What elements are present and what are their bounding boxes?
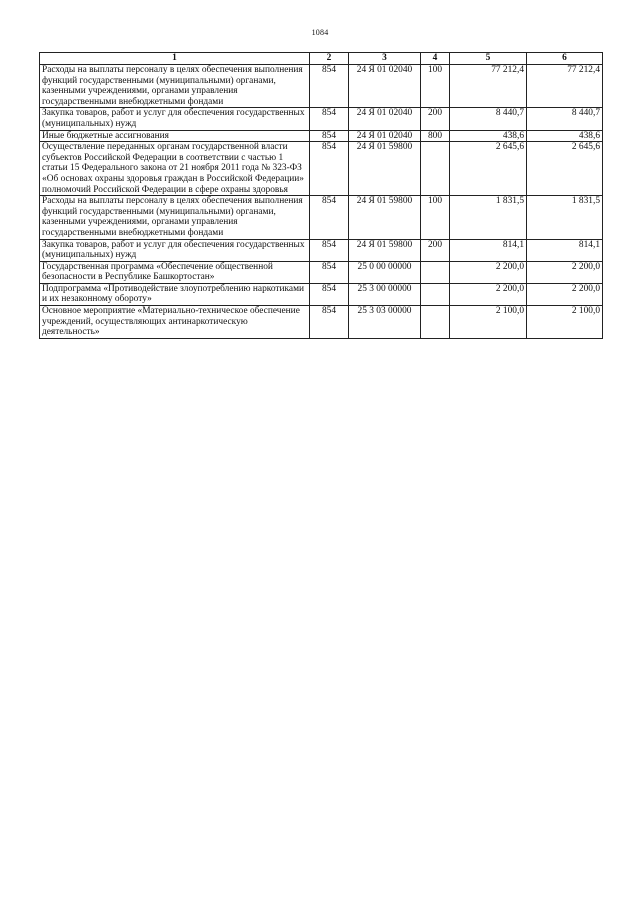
row-expense-type: 200 — [421, 108, 450, 130]
column-header-target-article: 3 — [349, 53, 421, 65]
column-header-name: 1 — [40, 53, 310, 65]
row-grbs: 854 — [310, 239, 349, 261]
row-expense-type: 100 — [421, 65, 450, 108]
row-grbs: 854 — [310, 306, 349, 339]
row-grbs: 854 — [310, 283, 349, 305]
row-sum-year2: 1 831,5 — [527, 196, 603, 239]
row-target-article: 25 3 03 00000 — [349, 306, 421, 339]
column-header-grbs: 2 — [310, 53, 349, 65]
row-name: Иные бюджетные ассигнования — [40, 130, 310, 142]
row-name: Расходы на выплаты персоналу в целях обеспечения выполнения функций государственными (муниципальными) органами, казенными учреждениями, органами управления государственными внебюджетными фондами — [40, 196, 310, 239]
row-sum-year2: 438,6 — [527, 130, 603, 142]
table-row — [40, 239, 603, 261]
row-sum-year1: 2 645,6 — [450, 142, 527, 196]
row-expense-type: 200 — [421, 239, 450, 261]
row-grbs: 854 — [310, 196, 349, 239]
row-expense-type — [421, 261, 450, 283]
budget-table — [39, 52, 603, 339]
row-sum-year2: 2 200,0 — [527, 283, 603, 305]
column-header-sum-year1: 5 — [450, 53, 527, 65]
table-row — [40, 108, 603, 130]
row-target-article: 24 Я 01 02040 — [349, 130, 421, 142]
row-grbs: 854 — [310, 108, 349, 130]
row-sum-year1: 2 200,0 — [450, 283, 527, 305]
column-header-sum-year2: 6 — [527, 53, 603, 65]
row-expense-type: 800 — [421, 130, 450, 142]
row-name: Основное мероприятие «Материально-техническое обеспечение учреждений, осуществляющих антинаркотическую деятельность» — [40, 306, 310, 339]
row-name: Закупка товаров, работ и услуг для обеспечения государственных (муниципальных) нужд — [40, 108, 310, 130]
row-sum-year1: 2 100,0 — [450, 306, 527, 339]
row-sum-year1: 814,1 — [450, 239, 527, 261]
table-row — [40, 261, 603, 283]
row-grbs: 854 — [310, 142, 349, 196]
table-row — [40, 283, 603, 305]
row-target-article: 24 Я 01 59800 — [349, 142, 421, 196]
row-name: Подпрограмма «Противодействие злоупотреблению наркотиками и их незаконному обороту» — [40, 283, 310, 305]
row-target-article: 25 0 00 00000 — [349, 261, 421, 283]
page-number: 1084 — [311, 28, 329, 37]
table-header-row — [40, 53, 603, 65]
row-target-article: 25 3 00 00000 — [349, 283, 421, 305]
row-sum-year1: 438,6 — [450, 130, 527, 142]
row-target-article: 24 Я 01 59800 — [349, 239, 421, 261]
row-sum-year2: 77 212,4 — [527, 65, 603, 108]
table-row — [40, 142, 603, 196]
row-expense-type — [421, 306, 450, 339]
row-expense-type — [421, 142, 450, 196]
row-sum-year1: 1 831,5 — [450, 196, 527, 239]
table-row — [40, 65, 603, 108]
row-sum-year2: 2 200,0 — [527, 261, 603, 283]
row-expense-type — [421, 283, 450, 305]
row-sum-year2: 2 100,0 — [527, 306, 603, 339]
row-name: Государственная программа «Обеспечение общественной безопасности в Республике Башкортостан» — [40, 261, 310, 283]
row-name: Расходы на выплаты персоналу в целях обеспечения выполнения функций государственными (муниципальными) органами, казенными учреждениями, органами управления государственными внебюджетными фондами — [40, 65, 310, 108]
row-sum-year1: 2 200,0 — [450, 261, 527, 283]
row-grbs: 854 — [310, 261, 349, 283]
row-sum-year1: 77 212,4 — [450, 65, 527, 108]
row-sum-year2: 814,1 — [527, 239, 603, 261]
row-grbs: 854 — [310, 130, 349, 142]
row-expense-type: 100 — [421, 196, 450, 239]
table-row — [40, 306, 603, 339]
row-sum-year2: 8 440,7 — [527, 108, 603, 130]
row-target-article: 24 Я 01 59800 — [349, 196, 421, 239]
table-row — [40, 130, 603, 142]
row-sum-year1: 8 440,7 — [450, 108, 527, 130]
row-grbs: 854 — [310, 65, 349, 108]
row-name: Закупка товаров, работ и услуг для обеспечения государственных (муниципальных) нужд — [40, 239, 310, 261]
column-header-expense-type: 4 — [421, 53, 450, 65]
row-target-article: 24 Я 01 02040 — [349, 108, 421, 130]
row-sum-year2: 2 645,6 — [527, 142, 603, 196]
table-row — [40, 196, 603, 239]
row-name: Осуществление переданных органам государственной власти субъектов Российской Федерации в соответствии с частью 1 статьи 15 Федерального закона от 21 ноября 2011 года № 323-ФЗ «Об основах охраны здоровья граждан в Российской Федерации» полномочий Российской Федерации в сфере охраны здоровья — [40, 142, 310, 196]
row-target-article: 24 Я 01 02040 — [349, 65, 421, 108]
